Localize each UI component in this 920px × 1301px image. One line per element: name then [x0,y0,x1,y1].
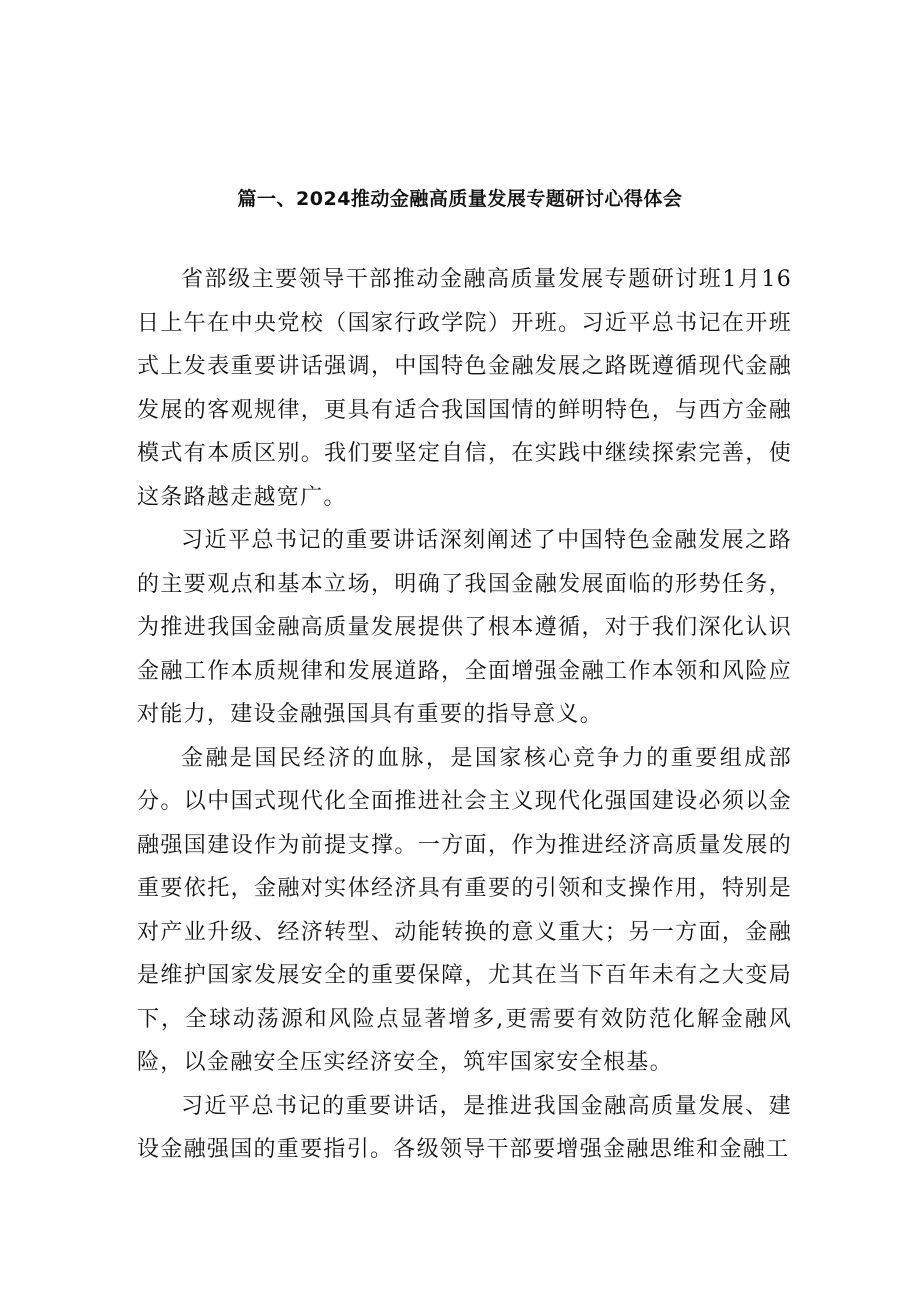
paragraph-4: 习近平总书记的重要讲话，是推进我国金融高质量发展、建设金融强国的重要指引。各级领导干部要增强金融思维和金融工 [137,1093,792,1162]
paragraph-3: 金融是国民经济的血脉，是国家核心竞争力的重要组成部分。以中国式现代化全面推进社会主义现代化强国建设必须以金融强国建设作为前提支撑。一方面，作为推进经济高质量发展的重要依托，金融对实体经济具有重要的引领和支操作用，特别是对产业升级、经济转型、动能转换的意义重大；另一方面，金融是维护国家发展安全的重要保障，尤其在当下百年未有之大变局下，全球动荡源和风险点显著增多,更需要有效防范化解金融风险，以金融安全压实经济安全，筑牢国家安全根基。 [137,745,792,1075]
paragraph-1: 省部级主要领导干部推动金融高质量发展专题研讨班1月16日上午在中央党校（国家行政学院）开班。习近平总书记在开班式上发表重要讲话强调，中国特色金融发展之路既遵循现代金融发展的客观规律，更具有适合我国国情的鲜明特色，与西方金融模式有本质区别。我们要坚定自信，在实践中继续探索完善，使这条路越走越宽广。 [137,267,792,510]
paragraph-2: 习近平总书记的重要讲话深刻阐述了中国特色金融发展之路的主要观点和基本立场，明确了我国金融发展面临的形势任务，为推进我国金融高质量发展提供了根本遵循，对于我们深化认识金融工作本质规律和发展道路，全面增强金融工作本领和风险应对能力，建设金融强国具有重要的指导意义。 [137,528,792,727]
document-body [137,258,792,1172]
document-title: 篇一、2024推动金融高质量发展专题研讨心得体会 [237,188,683,210]
